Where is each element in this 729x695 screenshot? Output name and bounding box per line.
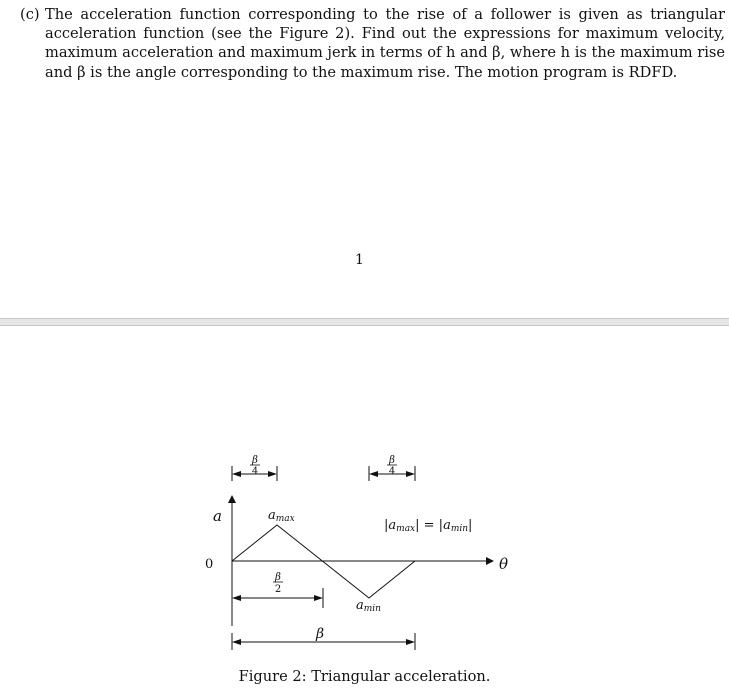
amin-sub: min — [363, 604, 381, 614]
beta-half-num: β — [275, 572, 281, 583]
document-page-2 — [0, 326, 729, 695]
beta-quarter-left-num: β — [252, 455, 258, 466]
page-separator — [0, 318, 729, 326]
amin-label — [356, 598, 381, 614]
triangular-acceleration-figure — [0, 326, 729, 695]
amax-amin-equality: |amax| = |amin| — [384, 518, 473, 534]
beta-quarter-left-arrow-a — [232, 471, 241, 477]
beta-quarter-right-den: 4 — [388, 466, 396, 477]
beta-quarter-right-arrow-a — [369, 471, 378, 477]
amax-sub: max — [275, 514, 295, 524]
amax-base: a — [268, 508, 276, 523]
page-number: 1 — [355, 252, 364, 268]
amin-base: a — [356, 598, 364, 613]
beta-quarter-right-num: β — [389, 455, 395, 466]
beta-quarter-right-arrow-b — [406, 471, 415, 477]
question-text: The acceleration function corresponding to the rise of a follower is given as triangular acceleration function (see the Figure 2). Find out the expressions for maximum velocity, maximum acceleration and maximum jerk in terms of h and β, where h is the maximum rise and β is the angle corresponding to the maximum rise. The motion program is RDFD. — [45, 6, 725, 81]
figure-caption: Figure 2: Triangular acceleration. — [238, 668, 491, 685]
question-label: (c) — [20, 6, 40, 23]
beta-label: β — [316, 626, 325, 642]
beta-quarter-left-den: 4 — [251, 466, 259, 477]
amax-label — [268, 508, 295, 524]
beta-quarter-left-arrow-b — [268, 471, 277, 477]
beta-half-arrow-b — [314, 595, 323, 601]
origin-label: 0 — [205, 557, 214, 572]
beta-half-den: 2 — [274, 584, 282, 595]
document-page-1 — [0, 0, 729, 318]
beta-half-arrow-a — [232, 595, 241, 601]
beta-arrow-a — [232, 639, 241, 645]
y-axis-label: a — [213, 507, 222, 525]
x-axis-label: θ — [499, 555, 509, 573]
beta-arrow-b — [406, 639, 415, 645]
question-c — [20, 5, 725, 82]
